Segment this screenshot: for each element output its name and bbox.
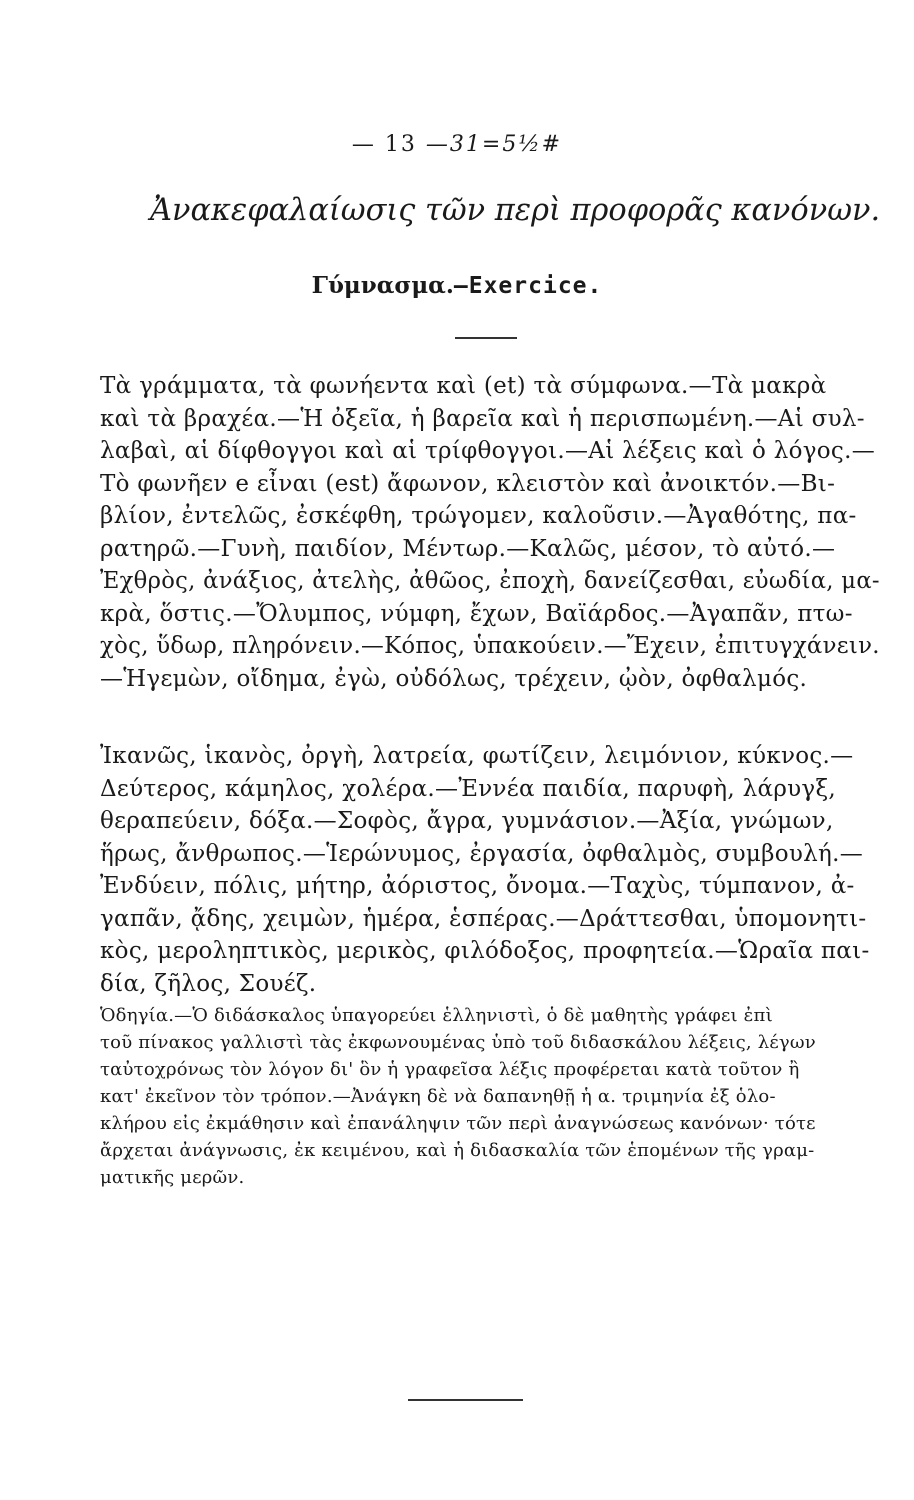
text-line: κρὰ, ὅστις.—Ὄλυμπος, νύμφη, ἔχων, Βαϊάρδος.—Ἀγαπᾶν, πτω- bbox=[100, 600, 853, 627]
text-line: Ἐχθρὸς, ἀνάξιος, ἀτελὴς, ἀθῶος, ἐποχὴ, δανείζεσθαι, εὐωδία, μα- bbox=[100, 568, 880, 594]
text-line: βλίον, ἐντελῶς, ἐσκέφθη, τρώγομεν, καλοῦσιν.—Ἀγαθότης, πα- bbox=[100, 503, 857, 529]
text-line: δία, ζῆλος, Σουέζ. bbox=[100, 970, 317, 997]
note-line: Ὁδηγία.—Ὁ διδάσκαλος ὑπαγορεύει ἑλληνιστὶ, ὁ δὲ μαθητὴς γράφει ἐπὶ bbox=[100, 1005, 773, 1026]
note-line: κατ' ἐκεῖνον τὸν τρόπον.—Ἀνάγκη δὲ νὰ δαπανηθῇ ἡ α. τριμηνία ἐξ ὁλο- bbox=[100, 1086, 776, 1107]
exercise-heading-greek: Γύμνασμα. bbox=[311, 272, 454, 299]
note-line: ἄρχεται ἀνάγνωσις, ἐκ κειμένου, καὶ ἡ διδασκαλία τῶν ἑπομένων τῆς γραμ- bbox=[100, 1140, 815, 1161]
page-header bbox=[0, 132, 914, 157]
text-line: θεραπεύειν, δόξα.—Σοφὸς, ἄγρα, γυμνάσιον.—Ἀξία, γνώμων, bbox=[100, 808, 834, 834]
note-line: ματικῆς μερῶν. bbox=[100, 1167, 245, 1188]
text-line: καὶ τὰ βραχέα.—Ἡ ὀξεῖα, ἡ βαρεῖα καὶ ἡ περισπωμένη.—Αἱ συλ- bbox=[100, 405, 865, 432]
divider-rule bbox=[455, 337, 517, 339]
exercise-heading bbox=[0, 272, 914, 299]
text-line: —Ἡγεμὼν, οἴδημα, ἐγὼ, οὐδόλως, τρέχειν, ᾠὸν, ὀφθαλμός. bbox=[100, 665, 808, 692]
text-line: Τὰ γράμματα, τὰ φωνήεντα καὶ (et) τὰ σύμφωνα.—Τὰ μακρὰ bbox=[100, 373, 827, 399]
instruction-note bbox=[100, 1002, 880, 1191]
end-rule bbox=[408, 1399, 523, 1401]
page-number: — 13 bbox=[351, 132, 417, 157]
text-line: χὸς, ὕδωρ, πληρόνειν.—Κόπος, ὑπακούειν.—Ἔχειν, ἐπιτυγχάνειν. bbox=[100, 633, 880, 659]
text-line: Τὸ φωνῆεν e εἶναι (est) ἄφωνον, κλειστὸν καὶ ἀνοικτόν.—Βι- bbox=[100, 470, 836, 497]
text-line: Ἐνδύειν, πόλις, μήτηρ, ἀόριστος, ὄνομα.—Ταχὺς, τύμπανον, ἀ- bbox=[100, 873, 855, 899]
text-line: Ἰκανῶς, ἱκανὸς, ὀργὴ, λατρεία, φωτίζειν, λειμόνιον, κύκνος.— bbox=[100, 743, 854, 769]
text-line: ἥρως, ἄνθρωπος.—Ἱερώνυμος, ἐργασία, ὀφθαλμὸς, συμβουλή.— bbox=[100, 840, 864, 867]
note-line: ταὐτοχρόνως τὸν λόγον δι' ὃν ἡ γραφεῖσα λέξις προφέρεται κατὰ τοῦτον ἢ bbox=[100, 1059, 800, 1080]
text-line: λαβαὶ, αἱ δίφθογγοι καὶ αἱ τρίφθογγοι.—Αἱ λέξεις καὶ ὁ λόγος.— bbox=[100, 438, 876, 464]
text-line: ρατηρῶ.—Γυνὴ, παιδίον, Μέντωρ.—Καλῶς, μέσον, τὸ αὐτό.— bbox=[100, 535, 836, 562]
exercise-heading-french: —Exercice. bbox=[453, 273, 603, 299]
text-line: Δεύτερος, κάμηλος, χολέρα.—Ἐννέα παιδία, παρυφὴ, λάρυγξ, bbox=[100, 775, 837, 802]
text-line: κὸς, μεροληπτικὸς, μερικὸς, φιλόδοξος, προφητεία.—Ὡραῖα παι- bbox=[100, 938, 870, 964]
exercise-paragraph-1 bbox=[100, 370, 880, 695]
note-line: τοῦ πίνακος γαλλιστὶ τὰς ἐκφωνουμένας ὑπὸ τοῦ διδασκάλου λέξεις, λέγων bbox=[100, 1032, 816, 1053]
section-title: Ἀνακεφαλαίωσις τῶν περὶ προφορᾶς κανόνων. bbox=[150, 192, 881, 228]
handwritten-annotation: —31=5½# bbox=[425, 132, 563, 157]
text-line: γαπᾶν, ᾄδης, χειμὼν, ἡμέρα, ἑσπέρας.—Δράττεσθαι, ὑπομονητι- bbox=[100, 905, 867, 932]
note-line: κλήρου εἰς ἐκμάθησιν καὶ ἐπανάληψιν τῶν περὶ ἀναγνώσεως κανόνων· τότε bbox=[100, 1113, 816, 1134]
exercise-paragraph-2 bbox=[100, 740, 880, 1000]
